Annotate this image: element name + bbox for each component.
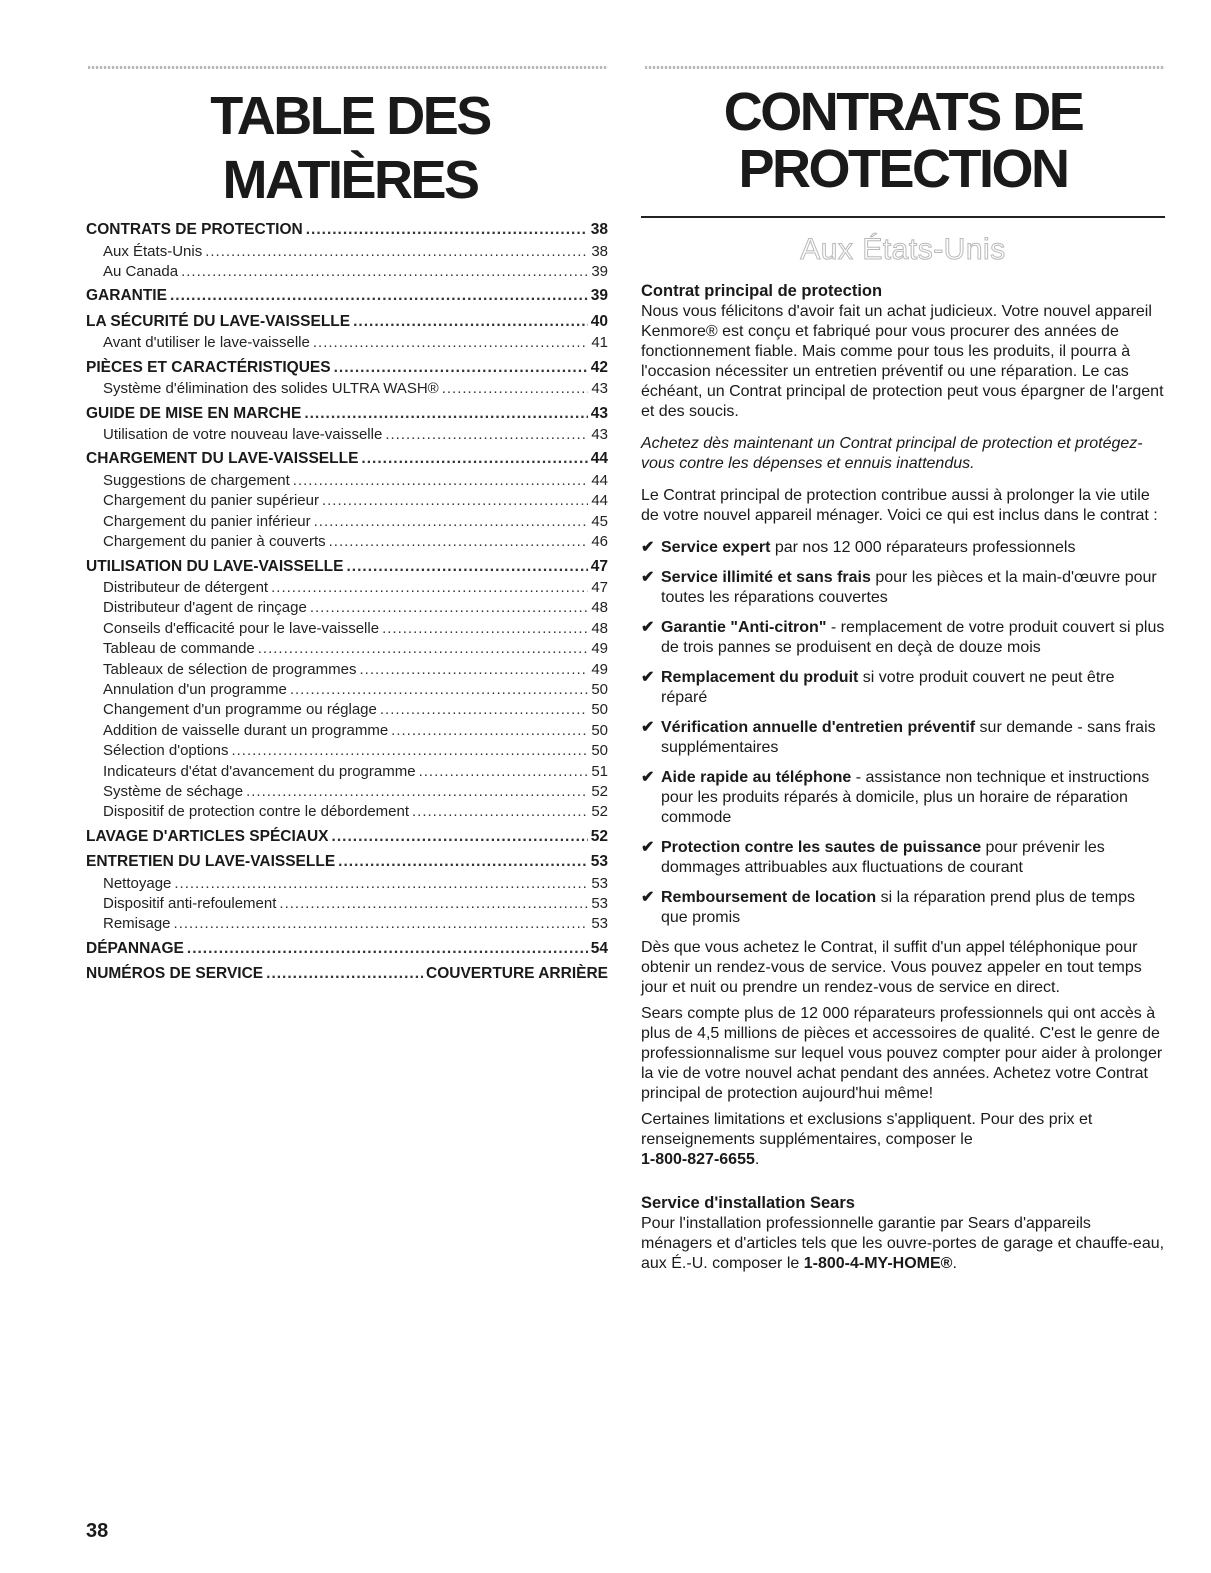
toc-entry	[86, 379, 608, 399]
toc-entry-page: 40	[590, 312, 608, 330]
toc-entry-label: Nettoyage	[103, 874, 172, 892]
toc-entry-page: 42	[590, 358, 608, 376]
toc-entry-page: 52	[591, 803, 608, 821]
intro-paragraph: Nous vous félicitons d'avoir fait un achat judicieux. Votre nouvel appareil Kenmore® est conçu et fabriqué pour vous procurer des années de fonctionnement fiable. Mais comme pour tous les produits, il pourra à l'occasion nécessiter un entretien préventif ou une réparation. Le cas échéant, un Contrat principal de protection peut vous épargner de l'argent et des soucis.	[641, 303, 1164, 420]
installation-phone: 1-800-4-MY-HOME®	[803, 1255, 953, 1272]
toc-leader-dots	[382, 619, 588, 639]
toc-leader-dots	[419, 762, 589, 782]
benefit-item	[641, 538, 1165, 558]
toc-entry-page: 39	[590, 287, 608, 305]
toc-entry	[86, 782, 608, 802]
toc-entry-label: Système d'élimination des solides ULTRA WASH®	[103, 380, 439, 398]
toc-entry	[86, 680, 608, 700]
benefit-description: si la réparation prend plus de temps que promis	[661, 889, 1135, 926]
benefit-description: pour prévenir les dommages attribuables aux fluctuations de courant	[661, 839, 1105, 876]
toc-entry-page: 45	[591, 512, 608, 530]
checkmark-icon: ✔	[641, 539, 655, 556]
toc-leader-dots	[231, 741, 588, 761]
toc-leader-dots	[361, 447, 587, 471]
toc-entry-label: NUMÉROS DE SERVICE	[86, 965, 264, 983]
toc-leader-dots	[205, 242, 588, 262]
benefit-item	[641, 668, 1165, 708]
benefit-description: - assistance non technique et instructions pour les produits réparés à domicile, plus un horaire de réparation commode	[661, 769, 1150, 826]
toc-entry-label: Tableaux de sélection de programmes	[103, 660, 357, 678]
toc-leader-dots	[332, 825, 588, 849]
benefit-title: Garantie "Anti-citron"	[661, 619, 827, 636]
toc-entry-page: 38	[591, 242, 608, 260]
toc-entry	[86, 700, 608, 720]
toc-entry-label: Distributeur de détergent	[103, 579, 269, 597]
toc-entry-page: 50	[591, 680, 608, 698]
toc-entry-label: Sélection d'options	[103, 742, 229, 760]
installation-period: .	[952, 1255, 957, 1272]
toc-entry	[86, 425, 608, 445]
toc-leader-dots	[314, 512, 589, 532]
toc-entry-label: GARANTIE	[86, 287, 167, 305]
toc-entry-page: 43	[591, 426, 608, 444]
toc-entry	[86, 578, 608, 598]
toc-entry	[86, 937, 608, 961]
toc-entry	[86, 333, 608, 353]
toc-entry-page: COUVERTURE ARRIÈRE	[426, 965, 608, 983]
top-decorative-rule-left	[88, 66, 608, 69]
toc-entry-page: 41	[591, 334, 608, 352]
includes-intro: Le Contrat principal de protection contribue aussi à prolonger la vie utile de votre nouvel appareil ménager. Voici ce qui est inclus dans le contrat :	[641, 487, 1158, 524]
checkmark-icon: ✔	[641, 669, 655, 686]
benefit-title: Service illimité et sans frais	[661, 569, 871, 586]
checkmark-icon: ✔	[641, 769, 655, 786]
toc-entry-page: 49	[591, 640, 608, 658]
benefit-description: si votre produit couvert ne peut être réparé	[661, 669, 1115, 706]
toc-leader-dots	[359, 660, 588, 680]
toc-entry-label: Addition de vaisselle durant un programme	[103, 721, 389, 739]
toc-leader-dots	[346, 555, 587, 579]
toc-entry	[86, 762, 608, 782]
toc-leader-dots	[412, 802, 588, 822]
toc-entry	[86, 491, 608, 511]
toc-entry-page: 50	[591, 721, 608, 739]
toc-entry-page: 54	[590, 939, 608, 957]
toc-entry-label: GUIDE DE MISE EN MARCHE	[86, 404, 302, 422]
toc-leader-dots	[181, 262, 588, 282]
toc-entry-page: 48	[591, 619, 608, 637]
toc-leader-dots	[293, 471, 589, 491]
limits-paragraph	[641, 1110, 1165, 1170]
toc-entry-label: Au Canada	[103, 262, 179, 280]
toc-entry-label: PIÈCES ET CARACTÉRISTIQUES	[86, 358, 331, 376]
toc-entry-label: CONTRATS DE PROTECTION	[86, 221, 303, 238]
toc-entry-page: 48	[591, 599, 608, 617]
toc-entry	[86, 218, 608, 242]
benefit-title: Protection contre les sautes de puissance	[661, 839, 982, 856]
toc-entry	[86, 447, 608, 471]
table-of-contents	[86, 84, 608, 986]
toc-leader-dots	[170, 284, 588, 308]
toc-leader-dots	[334, 356, 588, 380]
toc-entry-label: Avant d'utiliser le lave-vaisselle	[103, 334, 310, 352]
toc-entry-label: Indicateurs d'état d'avancement du programme	[103, 762, 416, 780]
benefits-list	[641, 538, 1165, 928]
benefit-description: pour les pièces et la main-d'œuvre pour toutes les réparations couvertes	[661, 569, 1157, 606]
toc-entry	[86, 639, 608, 659]
toc-entry	[86, 962, 608, 986]
sears-paragraph: Sears compte plus de 12 000 réparateurs professionnels qui ont accès à plus de 4,5 millions de pièces et accessoires de qualité. C'est le genre de professionnalisme sur lequel vous pouvez compter pour aider à prolonger la vie de votre nouvel achat pendant des années. Achetez votre Contrat principal de protection aujourd'hui même!	[641, 1005, 1163, 1102]
toc-entry-label: DÉPANNAGE	[86, 939, 184, 957]
toc-entry	[86, 660, 608, 680]
toc-entry-label: UTILISATION DU LAVE-VAISSELLE	[86, 557, 344, 575]
limits-text: Certaines limitations et exclusions s'appliquent. Pour des prix et renseignements supplémentaires, composer le	[641, 1111, 1093, 1148]
protection-contracts-section	[641, 84, 1165, 1286]
toc-entry-page: 43	[590, 404, 608, 422]
toc-leader-dots	[310, 598, 588, 618]
toc-entry-label: Utilisation de votre nouveau lave-vaisselle	[103, 426, 383, 444]
toc-entry-page: 53	[590, 853, 608, 871]
toc-entry	[86, 512, 608, 532]
toc-entry-page: 44	[591, 492, 608, 510]
toc-entry-page: 52	[590, 827, 608, 845]
toc-entry	[86, 741, 608, 761]
toc-leader-dots	[338, 850, 588, 874]
toc-entry-page: 39	[591, 262, 608, 280]
toc-entry-label: CHARGEMENT DU LAVE-VAISSELLE	[86, 450, 359, 468]
toc-entry-page: 47	[591, 579, 608, 597]
toc-leader-dots	[385, 425, 588, 445]
toc-entry	[86, 356, 608, 380]
installation-heading: Service d'installation Sears	[641, 1194, 855, 1212]
benefit-title: Remplacement du produit	[661, 669, 859, 686]
benefit-title: Vérification annuelle d'entretien préventif	[661, 719, 976, 736]
top-decorative-rule-right	[645, 66, 1165, 69]
benefit-item	[641, 568, 1165, 608]
contracts-title	[641, 84, 1165, 198]
contracts-title-line2: PROTECTION	[738, 139, 1068, 199]
toc-leader-dots	[246, 782, 588, 802]
benefit-description: par nos 12 000 réparateurs professionnels	[770, 539, 1076, 556]
toc-entry	[86, 402, 608, 426]
toc-entry-page: 43	[591, 380, 608, 398]
toc-entry-label: Annulation d'un programme	[103, 680, 287, 698]
master-protection-heading: Contrat principal de protection	[641, 282, 883, 300]
toc-leader-dots	[322, 491, 588, 511]
title-divider	[641, 216, 1165, 218]
toc-leader-dots	[266, 962, 423, 986]
benefit-item	[641, 618, 1165, 658]
toc-entry-label: Tableau de commande	[103, 640, 255, 658]
toc-entry-label: Conseils d'efficacité pour le lave-vaisselle	[103, 619, 380, 637]
toc-entry-page: 50	[591, 701, 608, 719]
toc-entry-label: Changement d'un programme ou réglage	[103, 701, 377, 719]
toc-leader-dots	[290, 680, 589, 700]
toc-entry-label: Remisage	[103, 915, 171, 933]
contracts-title-line1: CONTRATS DE	[723, 82, 1083, 142]
benefit-item	[641, 888, 1165, 928]
toc-entry-page: 53	[591, 915, 608, 933]
toc-entry-page: 51	[591, 762, 608, 780]
toc-entry	[86, 555, 608, 579]
toc-entry-page: 50	[591, 742, 608, 760]
toc-entry-label: Dispositif de protection contre le débordement	[103, 803, 410, 821]
benefit-title: Service expert	[661, 539, 771, 556]
toc-entry	[86, 894, 608, 914]
toc-entry	[86, 532, 608, 552]
toc-leader-dots	[258, 639, 589, 659]
benefit-item	[641, 768, 1165, 828]
installation-text: Pour l'installation professionnelle garantie par Sears d'appareils ménagers et d'articles tels que les ouvre-portes de garage et chauffe-eau, aux É.-U. composer le	[641, 1215, 1165, 1272]
checkmark-icon: ✔	[641, 839, 655, 856]
toc-entry	[86, 825, 608, 849]
toc-entry	[86, 262, 608, 282]
checkmark-icon: ✔	[641, 719, 655, 736]
toc-entry	[86, 284, 608, 308]
toc-leader-dots	[442, 379, 589, 399]
toc-entry-label: Suggestions de chargement	[103, 471, 290, 489]
toc-entry	[86, 874, 608, 894]
toc-entry-page: 53	[591, 895, 608, 913]
toc-entry-page: 47	[590, 557, 608, 575]
toc-entry-label: Distributeur d'agent de rinçage	[103, 599, 307, 617]
toc-entry-label: ENTRETIEN DU LAVE-VAISSELLE	[86, 853, 336, 871]
benefit-title: Aide rapide au téléphone	[661, 769, 852, 786]
call-paragraph: Dès que vous achetez le Contrat, il suffit d'un appel téléphonique pour obtenir un rendez-vous de service. Vous pouvez appeler en tout temps jour et nuit ou prendre un rendez-vous de service en direct.	[641, 939, 1142, 996]
toc-entry-label: LAVAGE D'ARTICLES SPÉCIAUX	[86, 827, 329, 845]
benefit-description: - remplacement de votre produit couvert si plus de trois pannes se produisent en deçà de douze mois	[661, 619, 1165, 656]
toc-entry	[86, 471, 608, 491]
toc-leader-dots	[187, 937, 588, 961]
toc-list	[86, 218, 608, 986]
toc-entry	[86, 721, 608, 741]
toc-leader-dots	[271, 578, 588, 598]
toc-leader-dots	[279, 894, 588, 914]
benefit-description: sur demande - sans frais supplémentaires	[661, 719, 1156, 756]
toc-entry-page: 52	[591, 782, 608, 800]
toc-entry-page: 38	[590, 221, 608, 238]
toc-entry	[86, 850, 608, 874]
italic-note: Achetez dès maintenant un Contrat principal de protection et protégez-vous contre les dépenses et ennuis inattendus.	[641, 435, 1143, 472]
toc-entry-page: 46	[591, 533, 608, 551]
phone-number: 1-800-827-6655	[641, 1151, 755, 1168]
phone-period: .	[754, 1151, 760, 1168]
toc-entry	[86, 619, 608, 639]
toc-leader-dots	[304, 402, 587, 426]
toc-entry-label: Aux États-Unis	[103, 242, 203, 260]
toc-entry-label: LA SÉCURITÉ DU LAVE-VAISSELLE	[86, 312, 351, 330]
toc-entry-label: Chargement du panier à couverts	[103, 533, 326, 551]
toc-entry-page: 49	[591, 660, 608, 678]
toc-entry-page: 44	[590, 450, 608, 468]
toc-title: TABLE DES MATIÈRES	[210, 86, 490, 210]
installation-paragraph	[641, 1214, 1165, 1274]
benefit-item	[641, 718, 1165, 758]
benefit-title: Remboursement de location	[661, 889, 877, 906]
us-subtitle: Aux États-Unis	[800, 233, 1006, 266]
toc-entry-label: Chargement du panier supérieur	[103, 492, 319, 510]
page-number: 38	[86, 1520, 109, 1542]
toc-entry-label: Chargement du panier inférieur	[103, 512, 311, 530]
toc-entry	[86, 598, 608, 618]
toc-leader-dots	[353, 310, 588, 334]
toc-leader-dots	[391, 721, 588, 741]
toc-entry-page: 53	[591, 874, 608, 892]
toc-leader-dots	[313, 333, 588, 353]
toc-entry	[86, 914, 608, 934]
toc-entry	[86, 242, 608, 262]
toc-entry-page: 44	[591, 471, 608, 489]
toc-leader-dots	[174, 914, 589, 934]
toc-entry-label: Dispositif anti-refoulement	[103, 895, 277, 913]
checkmark-icon: ✔	[641, 889, 655, 906]
toc-entry	[86, 310, 608, 334]
toc-leader-dots	[329, 532, 589, 552]
checkmark-icon: ✔	[641, 619, 655, 636]
toc-leader-dots	[306, 218, 588, 242]
toc-leader-dots	[380, 700, 588, 720]
checkmark-icon: ✔	[641, 569, 655, 586]
benefit-item	[641, 838, 1165, 878]
toc-entry	[86, 802, 608, 822]
toc-entry-label: Système de séchage	[103, 782, 244, 800]
toc-leader-dots	[174, 874, 588, 894]
